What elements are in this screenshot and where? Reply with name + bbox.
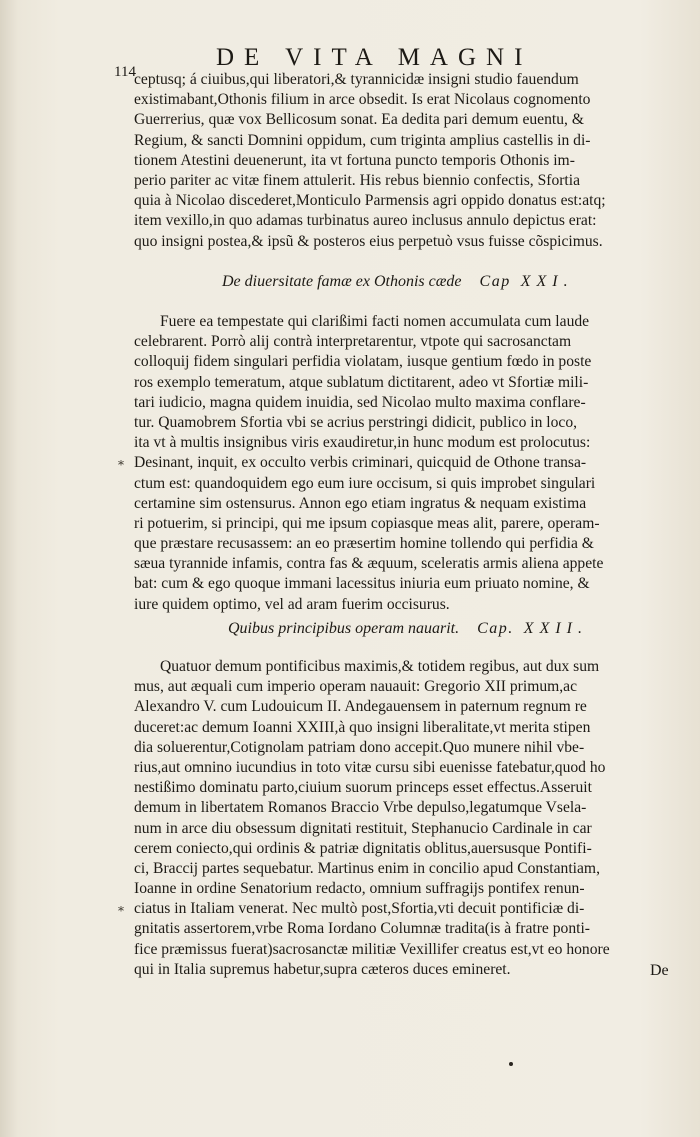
- chapter-title: Quibus principibus operam nauarit.: [228, 620, 460, 637]
- chapter-heading-22: [228, 620, 668, 638]
- text-line: Ioanne in ordine Senatorium redacto, omnium suffragijs pontifex renun-: [134, 880, 585, 898]
- text-line: ciatus in Italiam venerat. Nec multò post,Sfortia,vti decuit pontificiæ di-: [134, 900, 585, 918]
- text-line: quia à Nicolao discederet,Monticulo Parmensis agri oppido donatus est:atq;: [134, 192, 606, 210]
- running-head: DE VITA MAGNI: [216, 44, 533, 71]
- text-line: ita vt à multis insignibus viris exaudiretur,in hunc modum est prolocutus:: [134, 434, 591, 452]
- text-line: demum in libertatem Romanos Braccio Vrbe depulso,legatumque Vsela-: [134, 799, 587, 817]
- chapter-title: De diuersitate famæ ex Othonis cæde: [222, 273, 462, 290]
- text-line: bat: cum & ego quoque immani lacessitus iniuria eum priuato nomine, &: [134, 575, 590, 593]
- text-line: ri potuerim, si principi, qui me ipsum copiasque meas alit, parere, operam-: [134, 514, 600, 532]
- text-line: tur. Quamobrem Sfortia vbi se acrius perstringi didicit, publico in loco,: [134, 413, 578, 431]
- text-line: perio pariter ac vitæ finem attulerit. His rebus biennio confectis, Sfortia: [134, 171, 581, 189]
- margin-marker: *: [118, 458, 124, 472]
- text-line: duceret:ac demum Ioanni XXIII,à quo insigni liberalitate,vt merita stipen: [134, 718, 591, 736]
- text-line: dia soluerentur,Cotignolam patriam dono accepit.Quo munere nihil vbe-: [134, 738, 585, 756]
- text-line: rius,aut omnino iucundius in toto vitæ cursu sibi euenisse fatebatur,quod ho: [134, 758, 606, 776]
- text-line: celebrarent. Porrò alij contrà interpretarentur, vtpote qui sacrosanctam: [134, 333, 572, 351]
- text-line: que præstare recusassem: an eo præsertim homine tollendo qui perfidia &: [134, 535, 594, 553]
- chapter-cap-label: Cap: [479, 273, 511, 290]
- text-line: num in arce diu obsessum dignitati restituit, Stephanucio Cardinale in car: [134, 819, 592, 837]
- ink-speck: [509, 1062, 513, 1066]
- chapter-cap-label: Cap.: [477, 620, 514, 637]
- text-line: iure quidem optimo, vel ad aram fuerim occisurus.: [134, 595, 450, 613]
- text-line: Regium, & sancti Domnini oppidum, cum triginta amplius castellis in di-: [134, 131, 591, 149]
- text-line: existimabant,Othonis filium in arce obsedit. Is erat Nicolaus cognomento: [134, 91, 591, 109]
- text-line: qui in Italia supremus habetur,supra cæteros duces emineret.: [134, 960, 511, 978]
- text-line: fice præmissus fuerat)sacrosanctæ militiæ Vexillifer creatus est,vt eo honore: [134, 940, 610, 958]
- text-line: ros exemplo temeratum, atque sublatum dictitarent, adeo vt Sfortiæ mili-: [134, 373, 589, 391]
- text-line: Desinant, inquit, ex occulto verbis criminari, quicquid de Othone transa-: [134, 454, 587, 472]
- text-line: colloquij fidem singulari perfidia violatam, iusque gentium fœdo in poste: [134, 353, 592, 371]
- chapter-heading-21: [222, 273, 662, 291]
- text-line: tari iudicio, magna quidem inuidia, sed Nicolao multo maxima conflare-: [134, 393, 586, 411]
- catchword: De: [650, 962, 669, 979]
- paragraph-1: [134, 70, 670, 252]
- text-line: sæua tyrannide infamis, contra fas & æquum, sceleratis armis aliena appete: [134, 555, 604, 573]
- text-line: mus, aut æquali cum imperio operam nauauit: Gregorio XII primum,ac: [134, 678, 578, 696]
- text-line: ceptusq; á ciuibus,qui liberatori,& tyrannicidæ insigni studio fauendum: [134, 71, 579, 88]
- chapter-number: XXI.: [520, 273, 574, 290]
- text-line: ci, Braccij partes sequebatur. Martinus enim in concilio apud Constantiam,: [134, 859, 600, 877]
- paragraph-2: [134, 312, 670, 615]
- chapter-number: XXII.: [523, 620, 588, 637]
- paragraph-3: [134, 657, 670, 980]
- text-line: Guerrerius, quæ vox Bellicosum sonat. Ea dedita pari demum euentu, &: [134, 111, 584, 129]
- text-line: Fuere ea tempestate qui clarißimi facti nomen accumulata cum laude: [160, 313, 590, 330]
- text-line: nestißimo dominatu parto,ciuium suorum princeps esset effectus.Asseruit: [134, 779, 592, 797]
- text-line: cerem coniecto,qui ordinis & patriæ dignitatis oblitus,auersusque Pontifi-: [134, 839, 592, 857]
- text-line: Quatuor demum pontificibus maximis,& totidem regibus, aut dux sum: [160, 658, 600, 675]
- margin-marker: *: [118, 904, 124, 918]
- text-line: ctum est: quandoquidem ego eum iure occisum, si quis improbet singulari: [134, 474, 596, 492]
- text-line: certamine sim ostensurus. Annon ego etiam ingratus & nequam existima: [134, 494, 587, 512]
- text-line: quo insigni postea,& ipsũ & posteros eius perpetuò vsus fuisse cõspicimus.: [134, 232, 603, 250]
- text-line: gnitatis assertorem,vrbe Roma Iordano Columnæ tradita(is à fratre ponti-: [134, 920, 590, 938]
- text-line: Alexandro V. cum Ludouicum II. Andegauensem in paternum regnum re: [134, 698, 587, 716]
- text-line: tionem Atestini deuenerunt, ita vt fortuna puncto temporis Othonis im-: [134, 151, 575, 169]
- page-number: 114: [114, 64, 136, 80]
- text-line: item vexillo,in quo adamas turbinatus aureo inclusus annulo depictus erat:: [134, 212, 597, 230]
